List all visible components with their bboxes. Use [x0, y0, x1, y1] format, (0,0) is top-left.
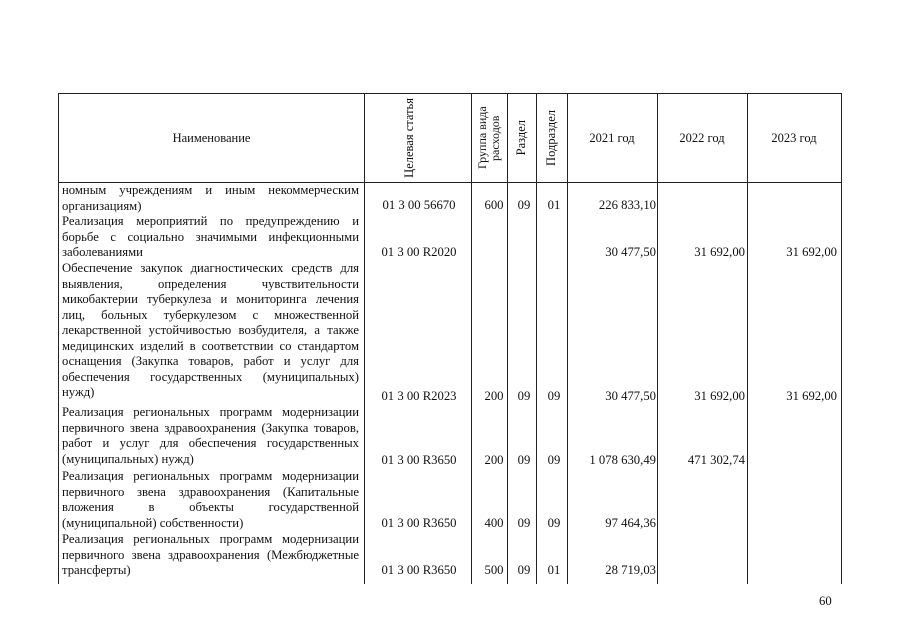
row-name: Реализация мероприятий по предупреждению и борьбе с социально значимыми инфекционными заболеваниями — [62, 214, 359, 259]
row-section: 09 — [517, 198, 531, 212]
row-2023: 31 692,00 — [786, 245, 837, 259]
row-2021: 30 477,50 — [605, 245, 656, 259]
row-group: 400 — [484, 516, 504, 530]
row-code: 01 3 00 56670 — [382, 198, 456, 212]
row-code: 01 3 00 R3650 — [381, 563, 457, 577]
row-group: 200 — [484, 453, 504, 467]
header-2023 — [747, 94, 841, 182]
row-name: Реализация региональных программ модернизации первичного звена здравоохранения (Межбюджетные трансферты) — [62, 532, 359, 577]
row-group: 200 — [484, 389, 504, 403]
row-name: Обеспечение закупок диагностических средств для выявления, определения чувствительности микобактерии туберкулеза и мониторинга лечения лиц, больных туберкулезом с множественной лекарственной устойчивостью возбудителя, а также медицинских изделий в соответствии со стандартом оснащения (Закупка товаров, работ и услуг для обеспечения государственных (муниципальных) нужд) — [62, 261, 359, 399]
header-group — [471, 94, 507, 182]
header-code-text: Целевая статья — [401, 98, 416, 178]
header-subsection — [536, 94, 567, 182]
row-subsection: 01 — [547, 198, 561, 212]
row-name: Реализация региональных программ модернизации первичного звена здравоохранения (Закупка товаров, работ и услуг для обеспечения государственных (муниципальных) нужд) — [62, 405, 359, 466]
row-name: Реализация региональных программ модернизации первичного звена здравоохранения (Капитальные вложения в объекты государственной (муниципальной) собственности) — [62, 469, 359, 530]
header-2021-text: 2021 год — [589, 130, 635, 145]
row-section: 09 — [517, 389, 531, 403]
row-section: 09 — [517, 563, 531, 577]
row-name: номным учреждениям и иным некоммерческим организациям) — [62, 183, 359, 213]
row-2021: 30 477,50 — [605, 389, 656, 403]
row-code: 01 3 00 R2020 — [381, 245, 457, 259]
row-subsection: 09 — [547, 516, 561, 530]
header-2021 — [567, 94, 657, 182]
row-2023: 31 692,00 — [786, 389, 837, 403]
row-code: 01 3 00 R3650 — [381, 516, 457, 530]
header-code — [364, 94, 471, 182]
row-2022: 31 692,00 — [694, 245, 745, 259]
row-group: 500 — [484, 563, 504, 577]
row-subsection: 09 — [547, 453, 561, 467]
header-group-text: Группа вида расходов — [475, 106, 502, 170]
row-section: 09 — [517, 516, 531, 530]
header-section — [507, 94, 536, 182]
header-name-text: Наименование — [172, 130, 251, 145]
row-code: 01 3 00 R2023 — [381, 389, 457, 403]
budget-table — [58, 93, 842, 584]
row-2021: 97 464,36 — [605, 516, 656, 530]
row-subsection: 01 — [547, 563, 561, 577]
row-2021: 226 833,10 — [598, 198, 656, 212]
row-group: 600 — [484, 198, 504, 212]
row-section: 09 — [517, 453, 531, 467]
row-2021: 1 078 630,49 — [589, 453, 656, 467]
header-name — [59, 94, 364, 182]
row-2022: 471 302,74 — [687, 453, 745, 467]
header-2022-text: 2022 год — [679, 130, 725, 145]
row-2022: 31 692,00 — [694, 389, 745, 403]
row-subsection: 09 — [547, 389, 561, 403]
header-2022 — [657, 94, 747, 182]
row-2021: 28 719,03 — [605, 563, 656, 577]
header-subsection-text: Подраздел — [544, 110, 558, 166]
page-number: 60 — [819, 594, 832, 608]
header-2023-text: 2023 год — [771, 130, 817, 145]
row-code: 01 3 00 R3650 — [381, 453, 457, 467]
header-section-text: Раздел — [514, 120, 528, 156]
